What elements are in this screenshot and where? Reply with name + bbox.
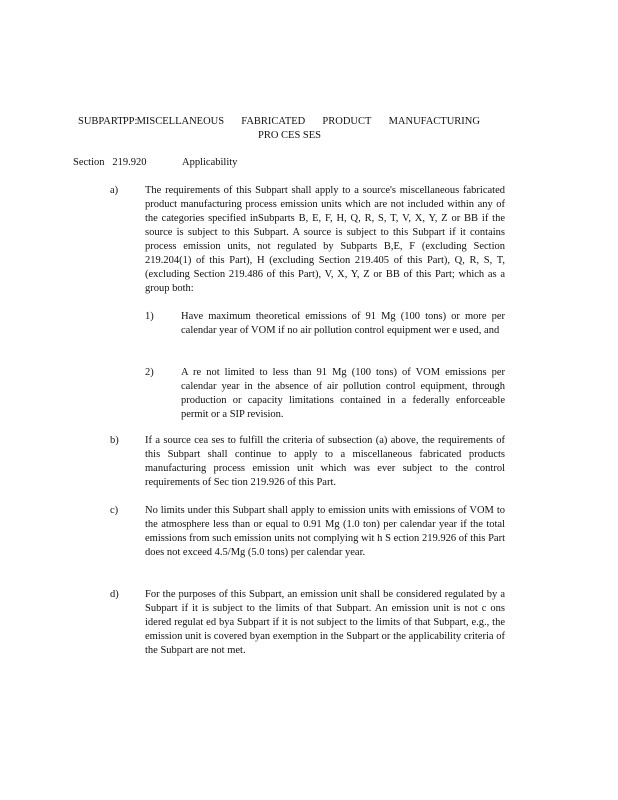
paragraph-marker: c)	[110, 505, 119, 516]
heading-word-1: MISCELLANEOUS	[136, 116, 225, 127]
subpart-heading	[78, 115, 498, 143]
paragraph-text: Have maximum theoretical emissions of 91 Mg (100 tons) or more per calendar year of VOM if no air pollution control equipment wer e used, and	[181, 311, 505, 336]
paragraph-text: A re not limited to less than 91 Mg (100 tons) of VOM emissions per calendar year in the absence of air pollution control equipment, through production or capacity limitations contained in a federally enforceable permit or a SIP revision.	[181, 367, 505, 420]
paragraph-b	[110, 434, 506, 490]
paragraph-a	[110, 184, 506, 296]
heading-pp: PP:	[122, 116, 138, 127]
paragraph-text: If a source cea ses to fulfill the criteria of subsection (a) above, the requirements of this Subpart shall continue to apply to a miscellaneous fabricated products manufacturing process emission unit which was ever subject to the control requirements of Sec tion 219.926 of this Part.	[145, 435, 505, 488]
subparagraph-1	[145, 310, 506, 338]
heading-line-1	[78, 115, 480, 129]
paragraph-marker: a)	[110, 185, 119, 196]
paragraph-c	[110, 504, 506, 560]
heading-word-2: FABRICATED	[241, 116, 306, 127]
paragraph-d	[110, 588, 506, 658]
heading-subpart: SUBPART	[78, 116, 124, 127]
section-title: Applicability	[182, 157, 238, 168]
paragraph-marker: d)	[110, 589, 119, 600]
paragraph-marker: 2)	[145, 367, 154, 378]
paragraph-marker: b)	[110, 435, 119, 446]
subparagraph-2	[145, 366, 506, 422]
paragraph-text: No limits under this Subpart shall apply to emission units with emissions of VOM to the atmosphere less than or equal to 0.91 Mg (1.0 ton) per calendar year if the total emissions from such emission units not complying wit h S ection 219.926 of this Part does not exceed 4.5/Mg (5.0 tons) per calendar year.	[145, 505, 505, 558]
heading-line-2: PRO CES SES	[258, 130, 322, 141]
heading-word-4: MANUFACTURING	[388, 116, 480, 127]
heading-word-3: PRODUCT	[322, 116, 372, 127]
paragraph-marker: 1)	[145, 311, 154, 322]
section-number: Section 219.920	[73, 157, 147, 168]
section-title-line	[73, 156, 237, 170]
paragraph-text: For the purposes of this Subpart, an emission unit shall be considered regulated by a Subpart if it is subject to the limits of that Subpart. An emission unit is not c ons idered regulat ed bya Subpart if it is not subject to the limits of that Subpart, e.g., the emission unit is covered byan exemption in the Subpart or the applicability criteria of the Subpart are not met.	[145, 589, 505, 656]
paragraph-text: The requirements of this Subpart shall apply to a source's miscellaneous fabricated product manufacturing process emission units which are not included within any of the categories specified inSubparts B, E, F, H, Q, R, S, T, V, X, Y, Z or BB if the source is subject to this Subpart. A source is subject to this Subpart if it contains process emission units, not regulated by Subparts B,E, F (excluding Section 219.204(1) of this Part), H (excluding Section 219.405 of this Part), Q, R, S, T, (excluding Section 219.486 of this Part), V, X, Y, Z or BB of this Part; which as a group both:	[145, 185, 505, 294]
